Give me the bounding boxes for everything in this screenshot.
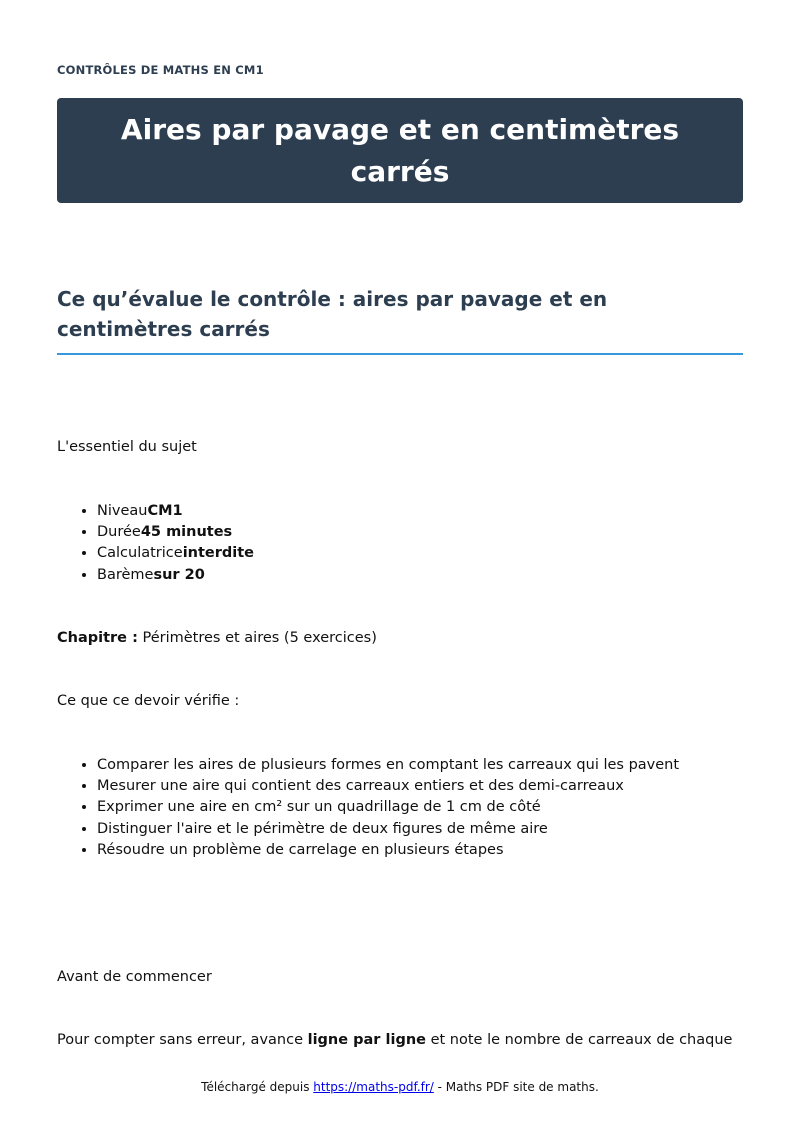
before-paragraph: Pour compter sans erreur, avance ligne par ligne et note le nombre de carreaux de chaque	[57, 1032, 733, 1048]
source-link[interactable]: https://maths-pdf.fr/	[313, 1080, 434, 1094]
section-heading: Ce qu’évalue le contrôle : aires par pavage et en centimètres carrés	[57, 284, 743, 355]
list-item: • Calculatriceinterdite	[97, 543, 254, 564]
title-banner	[57, 98, 743, 203]
list-item: • Résoudre un problème de carrelage en plusieurs étapes	[97, 840, 679, 861]
list-item: • Barèmesur 20	[97, 565, 254, 586]
list-item: • Exprimer une aire en cm² sur un quadrillage de 1 cm de côté	[97, 797, 679, 818]
checks-list	[57, 755, 679, 861]
list-item: • Distinguer l'aire et le périmètre de deux figures de même aire	[97, 819, 679, 840]
list-item: • Durée45 minutes	[97, 522, 254, 543]
page-title: Aires par pavage et en centimètres carrés	[120, 112, 680, 188]
page-footer: Téléchargé depuis https://maths-pdf.fr/ - Maths PDF site de maths.	[201, 1080, 599, 1094]
chapter-label: Chapitre :	[57, 630, 138, 646]
list-item: • NiveauCM1	[97, 501, 254, 522]
before-label: Avant de commencer	[57, 969, 212, 985]
chapter-text: Périmètres et aires (5 exercices)	[137, 630, 377, 646]
chapter-line	[57, 628, 377, 648]
checks-label: Ce que ce devoir vérifie :	[57, 693, 240, 709]
document-overline: CONTRÔLES DE MATHS EN CM1	[57, 63, 264, 77]
essentials-label: L'essentiel du sujet	[57, 439, 197, 455]
list-item: • Mesurer une aire qui contient des carreaux entiers et des demi-carreaux	[97, 776, 679, 797]
essentials-list	[57, 501, 254, 586]
list-item: • Comparer les aires de plusieurs formes en comptant les carreaux qui les pavent	[97, 755, 679, 776]
